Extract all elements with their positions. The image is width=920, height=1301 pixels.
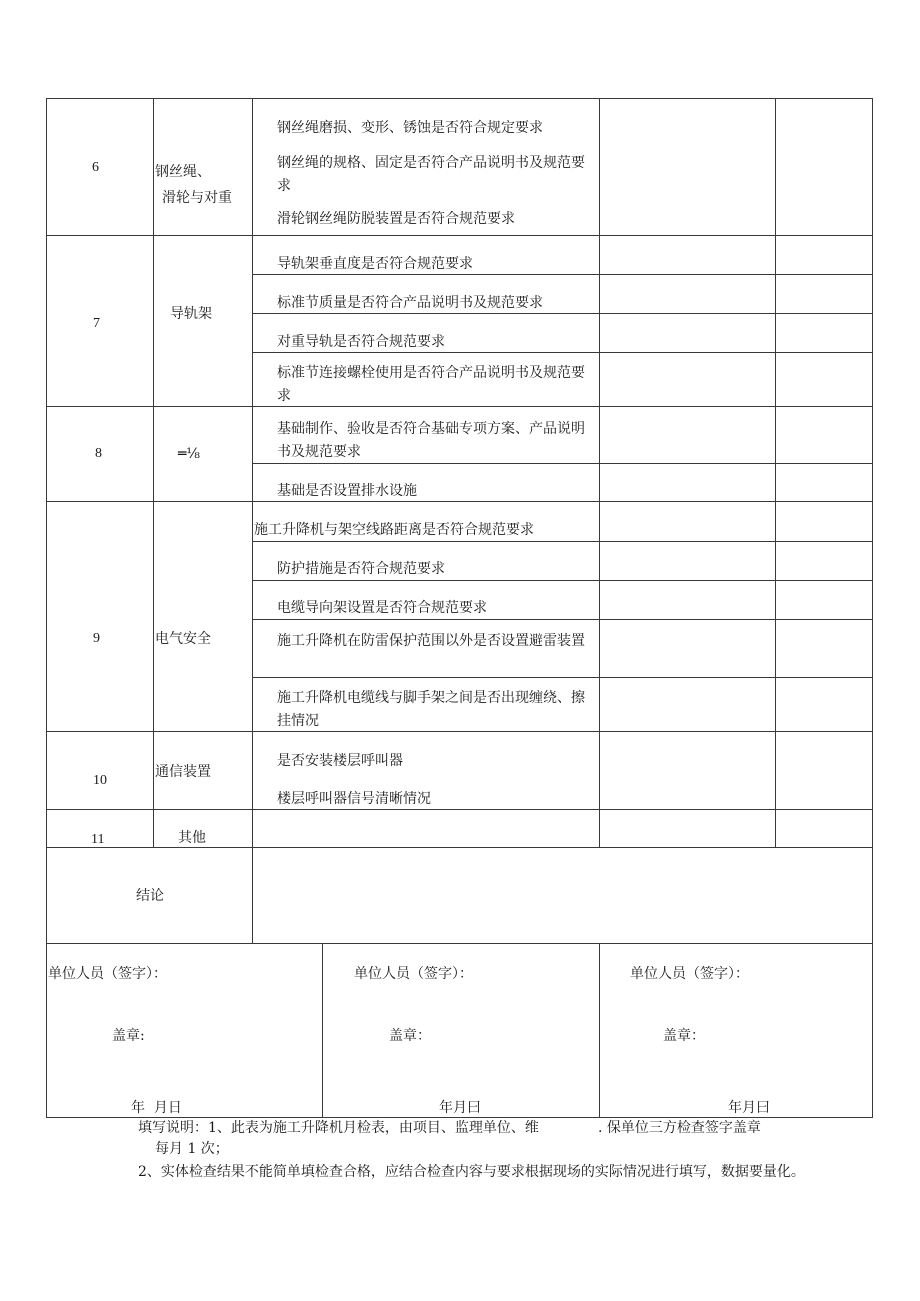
seal-label: 盖章: bbox=[112, 1028, 145, 1044]
row-category: 通信装置 bbox=[155, 764, 211, 780]
check-item: 导轨架垂直度是否符合规范要求 bbox=[277, 256, 473, 272]
row-number: 10 bbox=[93, 773, 107, 788]
check-item: 标准节质量是否符合产品说明书及规范要求 bbox=[277, 295, 543, 311]
signer-label: 单位人员（签字）： bbox=[48, 966, 167, 982]
row-category: 钢丝绳、 bbox=[155, 164, 211, 180]
row-category: 滑轮与对重 bbox=[162, 190, 232, 206]
date-label: 年月曰 bbox=[439, 1100, 481, 1116]
row-category: 导轨架 bbox=[170, 306, 212, 322]
check-item: 是否安装楼层呼叫器 bbox=[277, 753, 403, 769]
check-item: 施工升降机电缆线与脚手架之间是否出现缠绕、擦挂情况 bbox=[277, 690, 585, 729]
conclusion-label: 结论 bbox=[136, 888, 164, 904]
check-item: 钢丝绳的规格、固定是否符合产品说明书及规范要求 bbox=[277, 155, 585, 194]
seal-label: 盖章： bbox=[389, 1028, 431, 1044]
check-item: 滑轮钢丝绳防脱装置是否符合规范要求 bbox=[277, 211, 515, 227]
row-category: 其他 bbox=[178, 830, 206, 846]
row-number: 9 bbox=[93, 631, 100, 646]
signer-label: 单位人员（签字）： bbox=[354, 966, 473, 982]
row-category: 电气安全 bbox=[155, 631, 211, 647]
date-label: 年 月日 bbox=[131, 1100, 182, 1116]
row-number: 6 bbox=[92, 160, 99, 175]
check-item: 防护措施是否符合规范要求 bbox=[277, 561, 445, 577]
conclusion-field[interactable] bbox=[253, 848, 872, 943]
note-line: 每月 1 次； bbox=[155, 1141, 229, 1157]
note-line: 填写说明：1、此表为施工升降机月检表，由项目、监理单位、维 bbox=[138, 1120, 539, 1136]
check-item: 施工升降机在防雷保护范围以外是否设置避雷装置 bbox=[277, 633, 585, 649]
row-category: ═⅛ bbox=[178, 446, 200, 462]
check-item: 基础是否设置排水设施 bbox=[277, 483, 417, 499]
check-item: 施工升降机与架空线路距离是否符合规范要求 bbox=[254, 522, 534, 538]
check-item: 标准节连接螺栓使用是否符合产品说明书及规范要求 bbox=[277, 365, 585, 404]
row-number: 11 bbox=[91, 832, 105, 847]
row-number: 7 bbox=[93, 316, 100, 331]
seal-label: 盖章： bbox=[663, 1028, 705, 1044]
check-item: 电缆导向架设置是否符合规范要求 bbox=[277, 600, 487, 616]
row-number: 8 bbox=[95, 446, 102, 461]
signer-label: 单位人员（签字）： bbox=[630, 966, 749, 982]
check-item: 对重导轨是否符合规范要求 bbox=[277, 334, 445, 350]
date-label: 年月曰 bbox=[728, 1100, 770, 1116]
check-item: 钢丝绳磨损、变形、锈蚀是否符合规定要求 bbox=[277, 120, 543, 136]
check-item: 基础制作、验收是否符合基础专项方案、产品说明书及规范要求 bbox=[277, 421, 585, 460]
check-item: 楼层呼叫器信号清晰情况 bbox=[277, 791, 431, 807]
note-line: . 保单位三方检查签字盖章 bbox=[598, 1120, 761, 1136]
note-line: 2、实体检查结果不能简单填检查合格，应结合检查内容与要求根据现场的实际情况进行填写，数据要量化。 bbox=[138, 1164, 805, 1180]
